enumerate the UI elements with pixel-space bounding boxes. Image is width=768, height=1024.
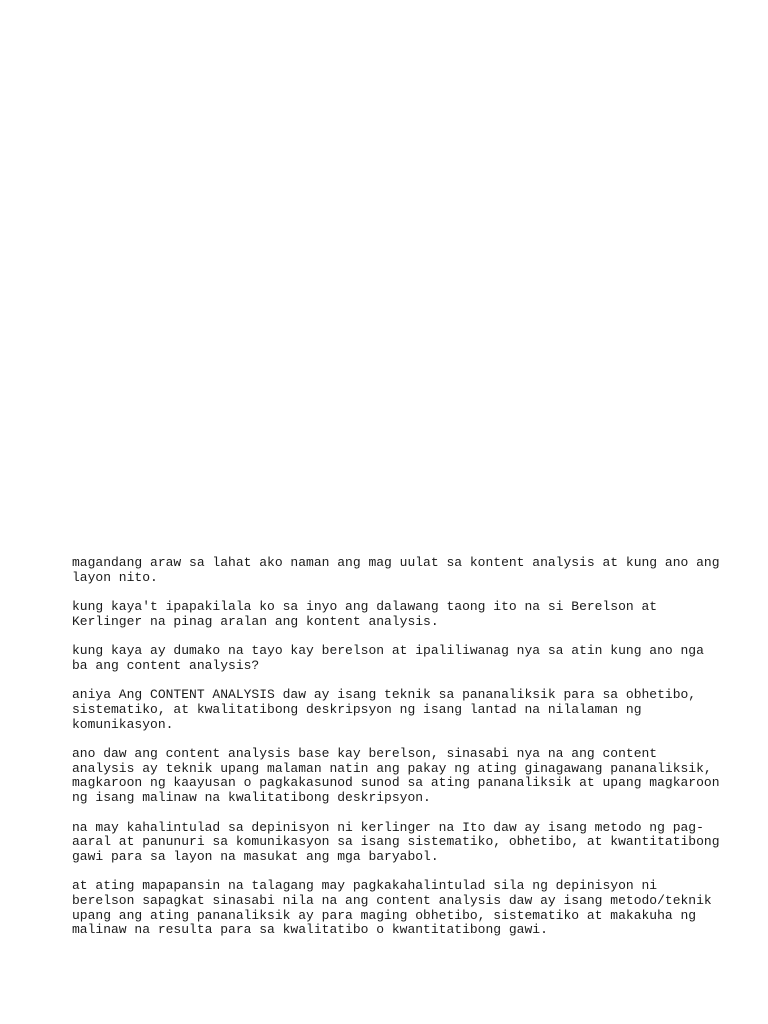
paragraph-2: [72, 600, 712, 629]
text-line: Kerlinger na pinag aralan ang kontent analysis.: [72, 613, 439, 629]
text-line: aaral at panunuri sa komunikasyon sa isang sistematiko, obhetibo, at kwantitatibong: [72, 834, 720, 850]
text-line: magkaroon ng kaayusan o pagkakasunod sunod sa ating pananaliksik at upang magkaroon: [72, 775, 720, 791]
paragraph-6: [72, 819, 720, 865]
text-line: komunikasyon.: [72, 716, 174, 732]
document-body: [72, 555, 720, 953]
text-line: ano daw ang content analysis base kay berelson, sinasabi nya na ang content: [72, 746, 658, 762]
text-line: na may kahalintulad sa depinisyon ni kerlinger na Ito daw ay isang metodo ng pag-: [72, 819, 704, 835]
text-line: at ating mapapansin na talagang may pagkakahalintulad sila ng depinisyon ni: [72, 878, 658, 894]
text-line: aniya Ang CONTENT ANALYSIS daw ay isang teknik sa pananaliksik para sa obhetibo,: [72, 687, 697, 703]
text-line: kung kaya't ipapakilala ko sa inyo ang dalawang taong ito na si Berelson at: [72, 599, 658, 615]
text-line: upang ang ating pananaliksik ay para maging obhetibo, sistematiko at makakuha ng: [72, 907, 697, 923]
text-line: ba ang content analysis?: [72, 657, 260, 673]
text-line: berelson sapagkat sinasabi nila na ang content analysis daw ay isang metodo/teknik: [72, 893, 712, 909]
text-line: malinaw na resulta para sa kwalitatibo o kwantitatibong gawi.: [72, 922, 548, 938]
text-line: kung kaya ay dumako na tayo kay berelson at ipaliliwanag nya sa atin kung ano nga: [72, 643, 704, 659]
paragraph-5: [72, 746, 720, 806]
text-line: analysis ay teknik upang malaman natin ang pakay ng ating ginagawang pananaliksik,: [72, 760, 712, 776]
text-line: ng isang malinaw na kwalitatibong deskripsyon.: [72, 790, 431, 806]
text-line: magandang araw sa lahat ako naman ang mag uulat sa kontent analysis at kung ano ang: [72, 555, 720, 570]
paragraph-7: [72, 879, 712, 938]
paragraph-4: [72, 688, 712, 732]
text-line: gawi para sa layon na masukat ang mga baryabol.: [72, 848, 439, 864]
paragraph-3: [72, 644, 712, 673]
paragraph-1: [72, 555, 720, 585]
text-line: layon nito.: [72, 569, 158, 585]
text-line: sistematiko, at kwalitatibong deskripsyon ng isang lantad na nilalaman ng: [72, 701, 642, 717]
